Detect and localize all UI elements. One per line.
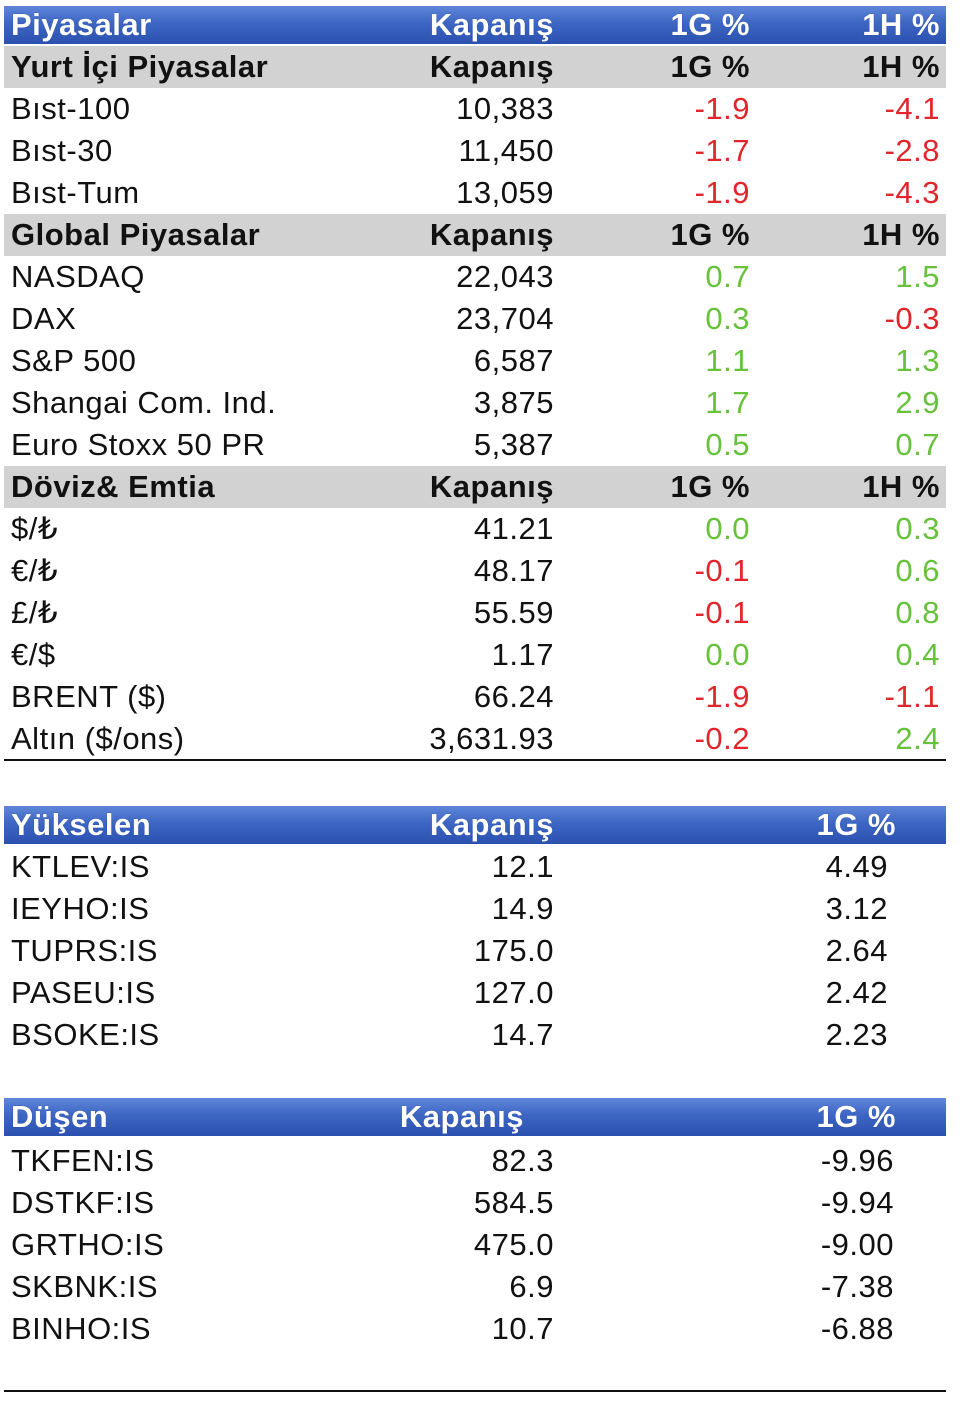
ticker: KTLEV:IS <box>11 849 150 884</box>
header-1g: 1G % <box>816 1099 896 1134</box>
table-row <box>4 930 946 972</box>
header-1h: 1H % <box>862 7 940 42</box>
ticker: BSOKE:IS <box>11 1017 160 1052</box>
losers-header <box>4 1098 946 1136</box>
table-row <box>4 550 946 592</box>
ticker: TKFEN:IS <box>11 1143 155 1178</box>
close-value: 475.0 <box>473 1227 554 1262</box>
header-1g: 1G % <box>816 807 896 842</box>
instrument-name: £/₺ <box>11 595 59 630</box>
table-row <box>4 972 946 1014</box>
markets-header <box>4 6 946 44</box>
table-row <box>4 1140 946 1182</box>
close-value: 175.0 <box>473 933 554 968</box>
close-value: 82.3 <box>491 1143 554 1178</box>
section-title: Global Piyasalar <box>11 217 261 252</box>
close-value: 584.5 <box>473 1185 554 1220</box>
table-row <box>4 1308 946 1350</box>
table-row <box>4 888 946 930</box>
change-1g: -6.88 <box>820 1311 894 1346</box>
change-1h: 0.7 <box>895 427 940 462</box>
close-value: 3,631.93 <box>429 721 554 756</box>
close-value: 66.24 <box>473 679 554 714</box>
change-1g: -9.96 <box>820 1143 894 1178</box>
change-1g: -7.38 <box>820 1269 894 1304</box>
close-value: 10,383 <box>456 91 554 126</box>
table-bottom-rule <box>4 1390 946 1392</box>
table-row <box>4 256 946 298</box>
ticker: SKBNK:IS <box>11 1269 158 1304</box>
table-row <box>4 424 946 466</box>
close-value: 11,450 <box>458 133 554 168</box>
change-1g: -0.2 <box>694 721 750 756</box>
change-1h: -4.1 <box>884 91 940 126</box>
change-1h: 1.3 <box>895 343 940 378</box>
ticker: IEYHO:IS <box>11 891 150 926</box>
header-title: Piyasalar <box>11 7 152 42</box>
close-value: 23,704 <box>456 301 554 336</box>
table-bottom-rule <box>4 759 946 761</box>
change-1h: -1.1 <box>884 679 940 714</box>
change-1h: 0.8 <box>895 595 940 630</box>
section-close-header: Kapanış <box>429 49 554 84</box>
ticker: DSTKF:IS <box>11 1185 155 1220</box>
table-row <box>4 1182 946 1224</box>
change-1g: 0.3 <box>705 301 750 336</box>
instrument-name: Bıst-100 <box>11 91 131 126</box>
change-1g: -1.9 <box>694 175 750 210</box>
instrument-name: Bıst-30 <box>11 133 113 168</box>
instrument-name: Altın ($/ons) <box>11 721 185 756</box>
ticker: PASEU:IS <box>11 975 156 1010</box>
section-1h-header: 1H % <box>862 217 940 252</box>
change-1h: 2.4 <box>895 721 940 756</box>
change-1g: 3.12 <box>825 891 888 926</box>
instrument-name: €/$ <box>11 637 56 672</box>
change-1g: -9.94 <box>820 1185 894 1220</box>
table-row <box>4 1266 946 1308</box>
table-row <box>4 298 946 340</box>
header-title: Yükselen <box>11 807 152 842</box>
instrument-name: Bıst-Tum <box>11 175 140 210</box>
table-row <box>4 130 946 172</box>
header-close: Kapanış <box>429 807 554 842</box>
table-row <box>4 592 946 634</box>
table-row <box>4 340 946 382</box>
close-value: 48.17 <box>473 553 554 588</box>
header-close: Kapanış <box>429 7 554 42</box>
table-row <box>4 1224 946 1266</box>
section-domestic <box>4 46 946 88</box>
close-value: 13,059 <box>456 175 554 210</box>
instrument-name: $/₺ <box>11 511 59 546</box>
change-1h: -2.8 <box>884 133 940 168</box>
header-1g: 1G % <box>670 7 750 42</box>
change-1g: 2.42 <box>825 975 888 1010</box>
table-row <box>4 718 946 760</box>
instrument-name: BRENT ($) <box>11 679 167 714</box>
close-value: 55.59 <box>473 595 554 630</box>
change-1h: 0.4 <box>895 637 940 672</box>
section-close-header: Kapanış <box>429 217 554 252</box>
close-value: 6.9 <box>509 1269 554 1304</box>
ticker: TUPRS:IS <box>11 933 158 968</box>
change-1g: 4.49 <box>825 849 888 884</box>
change-1g: -0.1 <box>694 595 750 630</box>
change-1h: 2.9 <box>895 385 940 420</box>
close-value: 10.7 <box>491 1311 554 1346</box>
change-1g: -9.00 <box>820 1227 894 1262</box>
table-row <box>4 846 946 888</box>
instrument-name: NASDAQ <box>11 259 145 294</box>
table-row <box>4 634 946 676</box>
section-title: Döviz& Emtia <box>11 469 216 504</box>
table-row <box>4 676 946 718</box>
close-value: 14.7 <box>491 1017 554 1052</box>
instrument-name: €/₺ <box>11 553 59 588</box>
table-row <box>4 382 946 424</box>
table-row <box>4 88 946 130</box>
change-1g: 2.64 <box>825 933 888 968</box>
section-close-header: Kapanış <box>429 469 554 504</box>
change-1g: 1.7 <box>705 385 750 420</box>
close-value: 6,587 <box>473 343 554 378</box>
section-1g-header: 1G % <box>670 49 750 84</box>
change-1h: -4.3 <box>884 175 940 210</box>
close-value: 1.17 <box>491 637 554 672</box>
change-1g: 0.5 <box>705 427 750 462</box>
close-value: 3,875 <box>473 385 554 420</box>
gainers-header <box>4 806 946 844</box>
table-row <box>4 172 946 214</box>
section-title: Yurt İçi Piyasalar <box>11 49 269 84</box>
instrument-name: Euro Stoxx 50 PR <box>11 427 266 462</box>
change-1g: -0.1 <box>694 553 750 588</box>
change-1h: 0.6 <box>895 553 940 588</box>
change-1h: -0.3 <box>884 301 940 336</box>
header-close: Kapanış <box>399 1099 524 1134</box>
section-fx-commodities <box>4 466 946 508</box>
change-1g: 0.7 <box>705 259 750 294</box>
table-row <box>4 1014 946 1056</box>
change-1h: 1.5 <box>895 259 940 294</box>
change-1g: -1.9 <box>694 679 750 714</box>
close-value: 22,043 <box>456 259 554 294</box>
section-1g-header: 1G % <box>670 469 750 504</box>
section-global <box>4 214 946 256</box>
instrument-name: S&P 500 <box>11 343 137 378</box>
ticker: GRTHO:IS <box>11 1227 165 1262</box>
change-1g: 1.1 <box>705 343 750 378</box>
instrument-name: Shangai Com. Ind. <box>11 385 277 420</box>
change-1g: 0.0 <box>705 637 750 672</box>
instrument-name: DAX <box>11 301 77 336</box>
change-1g: 0.0 <box>705 511 750 546</box>
close-value: 5,387 <box>473 427 554 462</box>
change-1h: 0.3 <box>895 511 940 546</box>
table-row <box>4 508 946 550</box>
close-value: 12.1 <box>491 849 554 884</box>
ticker: BINHO:IS <box>11 1311 152 1346</box>
section-1h-header: 1H % <box>862 49 940 84</box>
change-1g: -1.7 <box>694 133 750 168</box>
change-1g: -1.9 <box>694 91 750 126</box>
section-1g-header: 1G % <box>670 217 750 252</box>
header-title: Düşen <box>11 1099 109 1134</box>
close-value: 14.9 <box>491 891 554 926</box>
section-1h-header: 1H % <box>862 469 940 504</box>
close-value: 127.0 <box>473 975 554 1010</box>
change-1g: 2.23 <box>825 1017 888 1052</box>
close-value: 41.21 <box>473 511 554 546</box>
